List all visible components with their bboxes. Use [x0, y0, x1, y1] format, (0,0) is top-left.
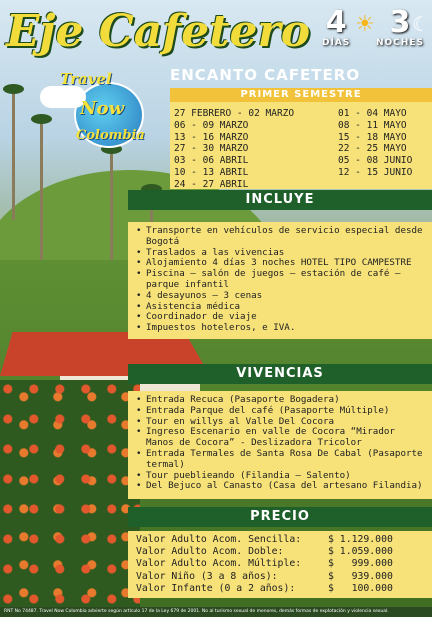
- days-label: DÍAS: [322, 38, 351, 48]
- moon-icon: ☾: [412, 12, 430, 36]
- incluye-item: • Transporte en vehículos de servicio especial desde Bogotá: [136, 226, 424, 248]
- date-range: 13 - 16 MARZO: [174, 131, 249, 143]
- date-range: 22 - 25 MAYO: [338, 143, 407, 155]
- logo-line1: Travel: [60, 70, 112, 88]
- price-value: $ 1.059.000: [328, 546, 393, 558]
- price-value: $ 1.129.000: [328, 534, 393, 545]
- vivencia-item: • Tour pueblieando (Filandia – Salento): [136, 471, 424, 482]
- vivencias-box: [128, 391, 432, 499]
- nights-label: NOCHES: [376, 38, 424, 48]
- vivencias-list: [136, 395, 424, 492]
- incluye-box: [128, 222, 432, 339]
- days-badge: [322, 5, 351, 48]
- incluye-item: • Piscina – salón de juegos – estación de café – parque infantil: [136, 269, 424, 291]
- precio-heading: PRECIO: [128, 507, 432, 527]
- price-label: Valor Adulto Acom. Doble:: [136, 546, 284, 558]
- date-range: 01 - 04 MAYO: [338, 108, 407, 119]
- dates-left: [174, 108, 294, 191]
- price-label: Valor Adulto Acom. Múltiple:: [136, 558, 302, 570]
- vivencia-item: • Tour en willys al Valle Del Cocora: [136, 417, 424, 428]
- incluye-heading: INCLUYE: [128, 190, 432, 210]
- incluye-item: • Impuestos hoteleros, e IVA.: [136, 323, 424, 334]
- palm-tree: [110, 150, 113, 260]
- incluye-item: • Coordinador de viaje: [136, 312, 424, 323]
- incluye-item: • Asistencia médica: [136, 302, 424, 313]
- date-range: 15 - 18 MAYO: [338, 131, 407, 143]
- price-label: Valor Infante (0 a 2 años):: [136, 582, 296, 594]
- date-range: 10 - 13 ABRIL: [174, 166, 249, 178]
- dates-right: [338, 108, 412, 179]
- logo-line2: Now: [80, 98, 124, 119]
- date-range: 06 - 09 MARZO: [174, 119, 249, 131]
- price-label: Valor Adulto Acom. Sencilla:: [136, 534, 302, 545]
- incluye-item: • Alojamiento 4 días 3 noches HOTEL TIPO CAMPESTRE: [136, 258, 424, 269]
- vivencia-item: • Ingreso Escenario en valle de Cocora “Mirador Manos de Cocora” - Deslizadora Tricolor: [136, 427, 424, 449]
- price-list: [136, 534, 424, 595]
- date-range: 27 FEBRERO - 02 MARZO: [174, 108, 295, 119]
- price-row: [136, 571, 424, 583]
- vivencia-item: • Entrada Parque del café (Pasaporte Múltiple): [136, 406, 424, 417]
- semester-bar: PRIMER SEMESTRE: [170, 88, 432, 102]
- incluye-list: [136, 226, 424, 334]
- logo-line3: Colombia: [76, 128, 145, 143]
- logo: [40, 70, 150, 150]
- date-range: 08 - 11 MAYO: [338, 119, 407, 131]
- subtitle: ENCANTO CAFETERO: [170, 66, 361, 84]
- flowers: [0, 380, 140, 617]
- palm-tree: [12, 90, 15, 220]
- price-value: $ 999.000: [328, 558, 393, 570]
- date-range: 03 - 06 ABRIL: [174, 155, 249, 167]
- price-label: Valor Niño (3 a 8 años):: [136, 570, 278, 582]
- date-range: 24 - 27 ABRIL: [174, 178, 249, 190]
- date-range: 05 - 08 JUNIO: [338, 155, 413, 167]
- price-value: $ 100.000: [328, 582, 393, 594]
- precio-box: [128, 531, 432, 598]
- price-row: [136, 583, 424, 595]
- main-title: Eje Cafetero: [6, 6, 311, 57]
- days-number: 4: [325, 5, 347, 40]
- date-range: 12 - 15 JUNIO: [338, 166, 413, 178]
- incluye-item: • 4 desayunos – 3 cenas: [136, 291, 424, 302]
- vivencias-heading: VIVENCIAS: [128, 364, 432, 384]
- sun-icon: ☀: [355, 12, 375, 37]
- vivencia-item: • Entrada Recuca (Pasaporte Bogadera): [136, 395, 424, 406]
- price-row: [136, 534, 424, 546]
- date-range: 27 - 30 MARZO: [174, 143, 249, 155]
- dates-panel: [170, 88, 432, 189]
- vivencia-item: • Del Bejuco al Canasto (Casa del artesano Filandia): [136, 481, 424, 492]
- nights-number: 3: [389, 5, 411, 40]
- price-row: [136, 546, 424, 558]
- price-row: [136, 558, 424, 570]
- price-value: $ 939.000: [328, 570, 393, 582]
- legal-footer: RNT No 74487. Travel Now Colombia advierte según artículo 17 de la Ley 679 de 2001. No al turismo sexual de menores, demás formas de explotación y violencia sexual.: [0, 607, 432, 617]
- incluye-item: • Traslados a las vivencias: [136, 248, 424, 259]
- vivencia-item: • Entrada Termales de Santa Rosa De Cabal (Pasaporte termal): [136, 449, 424, 471]
